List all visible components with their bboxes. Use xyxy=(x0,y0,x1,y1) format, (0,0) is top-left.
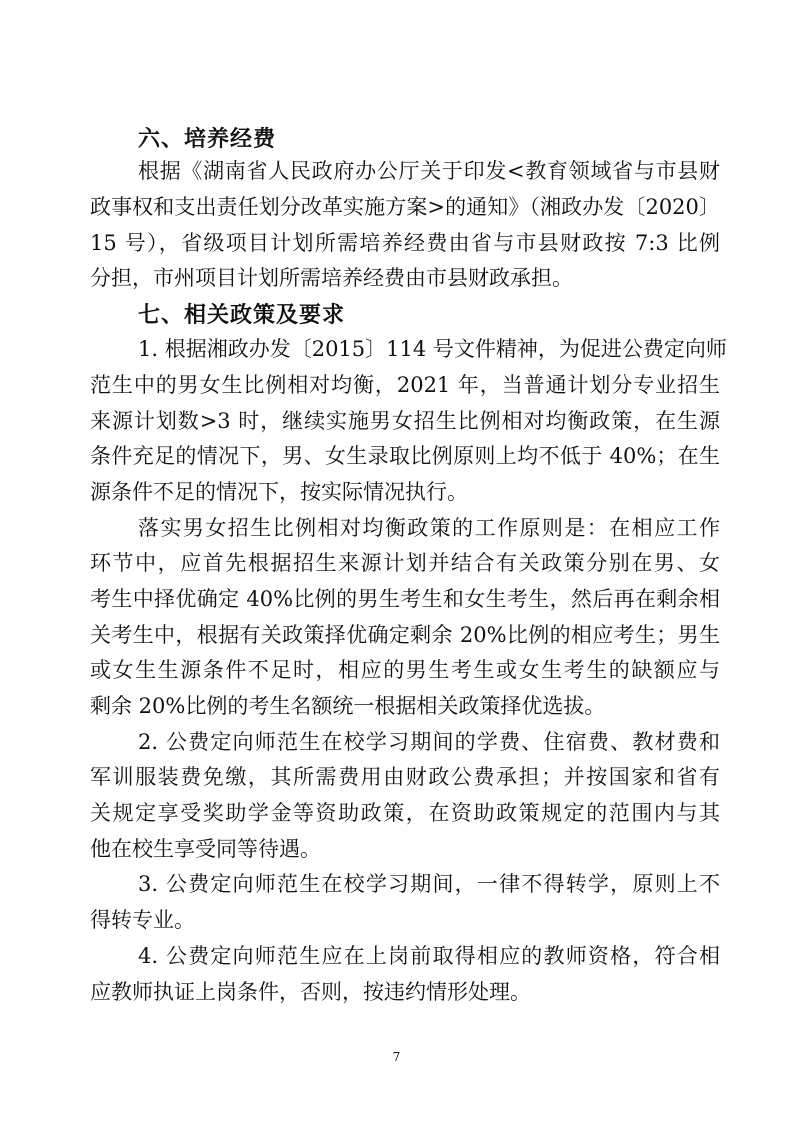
paragraph-line: 环节中，应首先根据招生来源计划并结合有关政策分别在男、女 xyxy=(90,551,720,575)
paragraph-line: 剩余 20%比例的考生名额统一根据相关政策择优选拔。 xyxy=(90,694,606,718)
paragraph-line: 关考生中，根据有关政策择优确定剩余 20%比例的相应考生；男生 xyxy=(90,623,720,647)
paragraph-line: 得转专业。 xyxy=(90,908,195,932)
paragraph-line: 或女生生源条件不足时，相应的男生考生或女生考生的缺额应与 xyxy=(90,658,720,682)
paragraph-line: 4. 公费定向师范生应在上岗前取得相应的教师资格，符合相 xyxy=(138,944,720,968)
paragraph-line: 源条件不足的情况下，按实际情况执行。 xyxy=(90,480,468,504)
paragraph-line: 2. 公费定向师范生在校学习期间的学费、住宿费、教材费和 xyxy=(138,730,720,754)
paragraph-line: 条件充足的情况下，男、女生录取比例原则上均不低于 40%；在生 xyxy=(90,444,720,468)
paragraph-line: 应教师执证上岗条件，否则，按违约情形处理。 xyxy=(90,980,531,1004)
paragraph-line: 军训服装费免缴，其所需费用由财政公费承担；并按国家和省有 xyxy=(90,765,720,789)
paragraph-line: 落实男女招生比例相对均衡政策的工作原则是：在相应工作 xyxy=(138,516,720,540)
paragraph-line: 范生中的男女生比例相对均衡，2021 年，当普通计划分专业招生 xyxy=(90,373,720,397)
paragraph-line: 15 号），省级项目计划所需培养经费由省与市县财政按 7:3 比例 xyxy=(90,231,720,255)
paragraph-line: 关规定享受奖助学金等资助政策，在资助政策规定的范围内与其 xyxy=(90,801,720,825)
page-number: 7 xyxy=(392,1050,401,1064)
section-heading-policies: 七、相关政策及要求 xyxy=(138,302,346,328)
section-heading-funding: 六、培养经费 xyxy=(138,126,277,152)
paragraph-line: 根据《湖南省人民政府办公厅关于印发<教育领域省与市县财 xyxy=(138,159,720,183)
paragraph-line: 3. 公费定向师范生在校学习期间，一律不得转学，原则上不 xyxy=(138,872,720,896)
paragraph-line: 他在校生享受同等待遇。 xyxy=(90,837,321,861)
paragraph-line: 考生中择优确定 40%比例的男生考生和女生考生，然后再在剩余相 xyxy=(90,587,720,611)
paragraph-line: 来源计划数>3 时，继续实施男女招生比例相对均衡政策，在生源 xyxy=(90,409,720,433)
paragraph-line: 政事权和支出责任划分改革实施方案>的通知》（湘政办发〔2020〕 xyxy=(90,195,720,219)
paragraph-line: 分担，市州项目计划所需培养经费由市县财政承担。 xyxy=(90,266,573,290)
paragraph-line: 1. 根据湘政办发〔2015〕114 号文件精神，为促进公费定向师 xyxy=(138,337,727,361)
